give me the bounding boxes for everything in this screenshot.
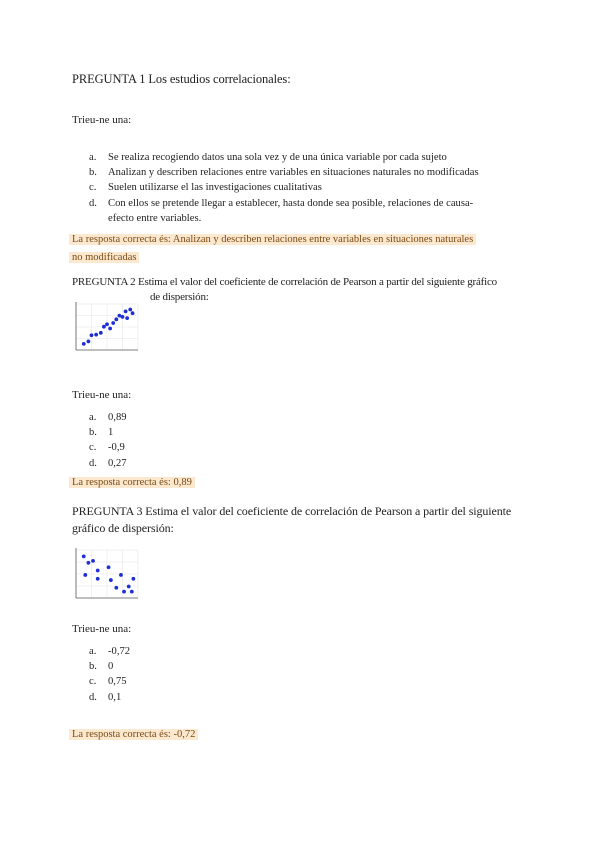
q2-options [72,410,272,471]
data-point [128,308,132,312]
data-point [109,578,113,582]
option-text: Suelen utilizarse el las investigaciones cualitativas [108,182,322,194]
q1-answer-line1: La resposta correcta és: Analizan y describen relaciones entre variables en situaciones naturales [69,234,476,245]
q2-answer: La resposta correcta és: 0,89 [69,472,195,490]
data-point [119,573,123,577]
data-point [87,340,91,344]
q1-answer [69,229,476,265]
q1-option-a[interactable]: a. Se realiza recogiendo datos una sola vez y de una única variable por cada sujeto [89,152,447,163]
option-text: -0,72 [108,646,131,657]
q2-scatter-chart [72,300,140,354]
data-point [105,322,109,326]
q2-title-line2: de dispersión: [150,291,209,303]
q1-option-b[interactable]: b. Analizan y describen relaciones entre variables en situaciones naturales no modificadas [89,167,479,179]
q3-title-line1: PREGUNTA 3 Estima el valor del coeficiente de correlación de Pearson a partir del siguiente [72,504,512,518]
data-point [90,333,94,337]
q3-answer: La resposta correcta és: -0,72 [69,724,198,742]
q1-options [72,150,542,226]
option-text: 1 [108,427,114,439]
data-point [122,590,126,594]
data-point [87,561,91,565]
q2-prompt: Trieu-ne una: [72,389,132,401]
option-text: 0,27 [108,457,127,469]
data-point [124,309,128,313]
q2-title-line1: PREGUNTA 2 Estima el valor del coeficiente de correlación de Pearson a partir del siguiente gráfico [72,276,497,288]
data-point [107,565,111,569]
q1-answer-line2: no modificadas [69,252,139,263]
data-point [131,311,135,315]
option-text: 0,1 [108,691,122,703]
q3-option-b[interactable]: b. 0 [89,661,114,673]
q3-option-a[interactable]: a. -0,72 [89,646,131,657]
q3-title [72,503,542,537]
q3-title-line2: gráfico de dispersión: [72,521,174,535]
data-point [111,321,115,325]
option-text: Con ellos se pretende llegar a establecer, hasta donde sea posible, relaciones de causa-efecto entre variables. [108,197,474,224]
q3-prompt: Trieu-ne una: [72,623,132,635]
option-text: Se realiza recogiendo datos una sola vez y de una única variable por cada sujeto [108,152,447,163]
q3-scatter-chart [72,546,140,602]
data-point [127,585,131,589]
data-point [82,555,86,559]
option-text: Analizan y describen relaciones entre variables en situaciones naturales no modificadas [108,167,479,179]
q2-option-a[interactable]: a. 0,89 [89,412,127,423]
data-point [102,325,106,329]
data-point [114,317,118,321]
q1-option-c[interactable]: c. Suelen utilizarse el las investigaciones cualitativas [89,182,322,194]
q1-title: PREGUNTA 1 Los estudios correlacionales: [72,72,291,86]
option-text: 0,89 [108,412,127,423]
data-point [96,569,100,573]
data-point [125,316,129,320]
data-point [114,586,118,590]
q3-option-d[interactable]: d. 0,1 [89,691,122,703]
q1-prompt: Trieu-ne una: [72,114,132,126]
q2-option-d[interactable]: d. 0,27 [89,457,127,469]
data-point [94,333,98,337]
q3-option-c[interactable]: c. 0,75 [89,676,127,688]
data-point [108,327,112,331]
option-text: 0 [108,661,114,673]
data-point [99,331,103,335]
q1-option-d[interactable]: d. Con ellos se pretende llegar a establecer, hasta donde sea posible, relaciones de causa-efecto entre variables. [89,197,474,224]
data-point [130,590,134,594]
option-text: -0,9 [108,442,125,454]
data-point [83,573,87,577]
data-point [121,315,125,319]
data-point [96,577,100,581]
q2-option-c[interactable]: c. -0,9 [89,442,125,454]
option-text: 0,75 [108,676,127,688]
q2-title [72,275,542,305]
q2-option-b[interactable]: b. 1 [89,427,114,439]
data-point [91,559,95,563]
data-point [131,577,135,581]
q3-options [72,644,272,705]
data-point [82,342,86,346]
